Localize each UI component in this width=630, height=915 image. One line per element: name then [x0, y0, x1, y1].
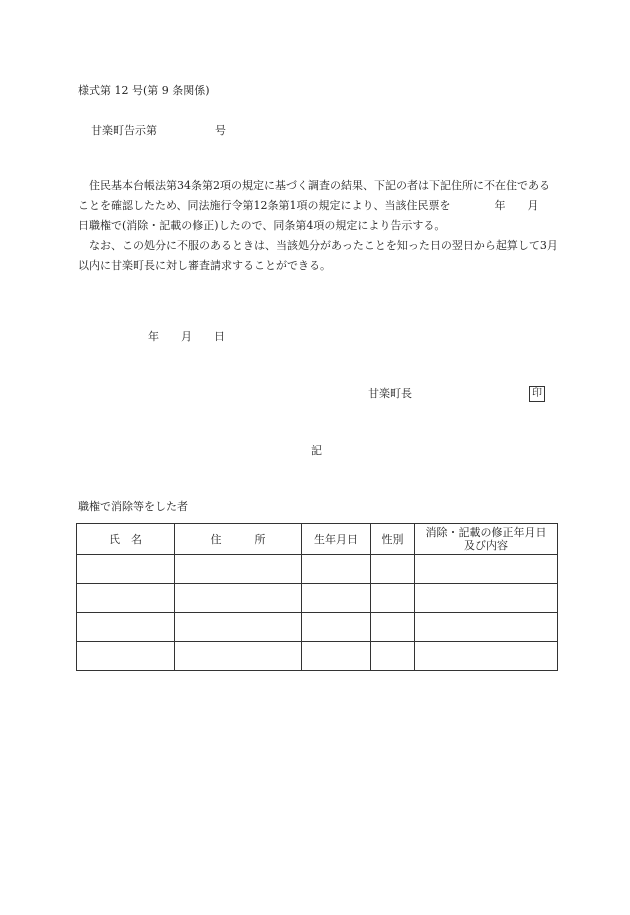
table-cell — [175, 555, 302, 584]
table-cell — [77, 584, 175, 613]
seal-mark: 印 — [529, 386, 545, 402]
table-cell — [175, 584, 302, 613]
table-cell — [371, 584, 415, 613]
notice-prefix: 甘楽町告示第 — [91, 124, 157, 137]
table-header-row — [77, 524, 558, 555]
table-cell — [302, 584, 371, 613]
table-cell — [77, 642, 175, 671]
header-action-line2: 及び内容 — [464, 539, 508, 552]
removed-persons-table — [76, 523, 558, 671]
table-cell — [415, 613, 558, 642]
header-gender: 性別 — [371, 524, 415, 555]
table-caption: 職権で消除等をした者 — [78, 500, 188, 513]
header-birthdate: 生年月日 — [302, 524, 371, 555]
notice-suffix: 号 — [215, 124, 226, 137]
table-cell — [415, 555, 558, 584]
table-cell — [302, 555, 371, 584]
table-row — [77, 584, 558, 613]
date-year: 年 — [148, 330, 159, 343]
table-row — [77, 642, 558, 671]
table-cell — [77, 555, 175, 584]
table-cell — [175, 642, 302, 671]
table-cell — [415, 642, 558, 671]
header-name: 氏 名 — [77, 524, 175, 555]
paragraph-2-text: なお、この処分に不服のあるときは、当該処分があったことを知った日の翌日から起算して3月以内に甘楽町長に対し審査請求することができる。 — [78, 239, 558, 272]
mayor-title: 甘楽町長 — [368, 387, 412, 400]
table-cell — [371, 555, 415, 584]
table-cell — [302, 642, 371, 671]
date-month: 月 — [181, 330, 192, 343]
header-action — [415, 524, 558, 555]
paragraph-1-text: 住民基本台帳法第34条第2項の規定に基づく調査の結果、下記の者は下記住所に不在住であることを確認したため、同法施行令第12条第1項の規定により、当該住民票を 年 月 日職権で(消除・記載の修正)したので、同条第4項の規定により告示する。 — [78, 179, 561, 232]
table-cell — [415, 584, 558, 613]
header-action-line1: 消除・記載の修正年月日 — [425, 526, 547, 539]
header-address: 住 所 — [175, 524, 302, 555]
body-paragraph-1 — [78, 176, 561, 236]
ki-label: 記 — [311, 444, 322, 457]
date-line — [148, 330, 225, 344]
table-row — [77, 555, 558, 584]
table-cell — [77, 613, 175, 642]
table-cell — [302, 613, 371, 642]
form-number: 様式第 12 号(第 9 条関係) — [78, 84, 210, 97]
date-day: 日 — [214, 330, 225, 343]
table-cell — [371, 642, 415, 671]
table-row — [77, 613, 558, 642]
table-cell — [371, 613, 415, 642]
notice-number-line — [91, 124, 226, 138]
body-paragraph-2 — [78, 236, 558, 276]
table-cell — [175, 613, 302, 642]
